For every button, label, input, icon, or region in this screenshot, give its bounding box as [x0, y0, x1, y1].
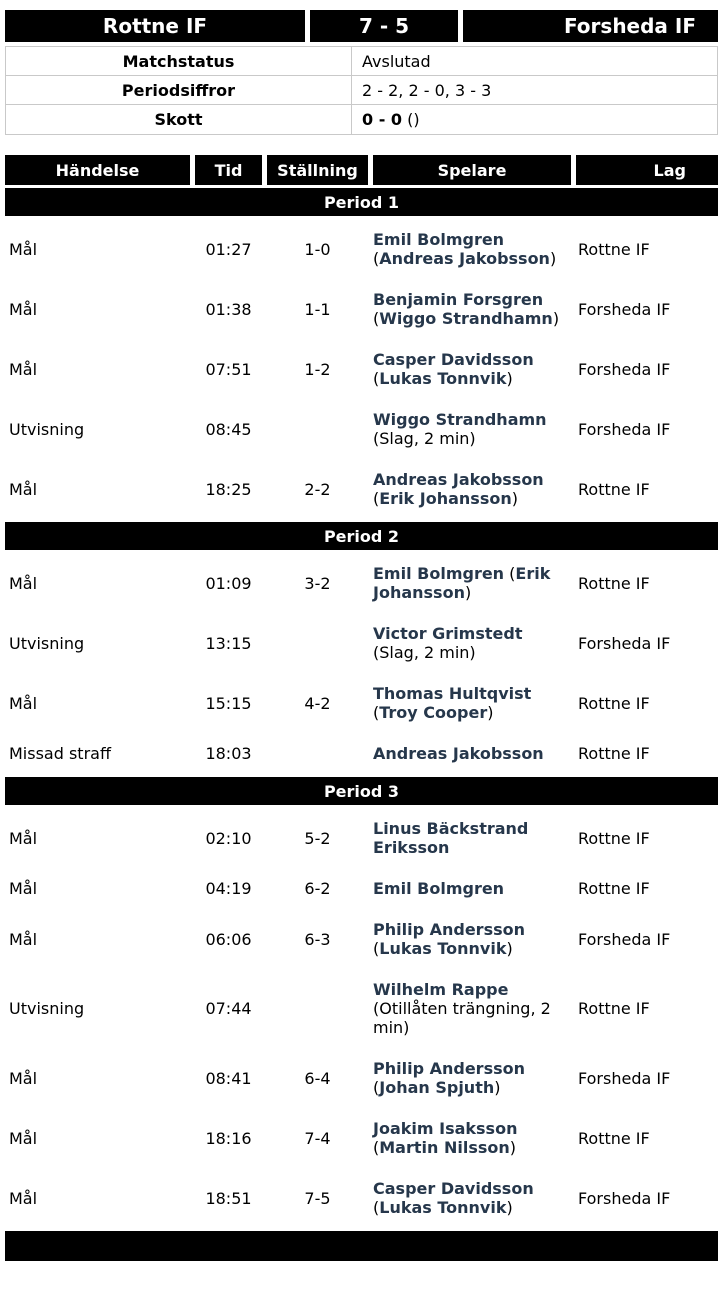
event-row [5, 909, 718, 969]
event-time: 08:41 [205, 1068, 252, 1088]
assist-name: Erik Johansson [373, 564, 551, 602]
assist-name: Wiggo Strandhamn [379, 309, 553, 328]
periodsiffror-row [6, 76, 717, 105]
event-team: Forsheda IF [578, 419, 671, 439]
column-header-spelare: Spelare [373, 155, 571, 185]
player-name: Philip Andersson [373, 920, 525, 939]
player-name: Andreas Jakobsson [373, 744, 544, 763]
event-player [373, 1059, 571, 1097]
event-time: 01:09 [205, 573, 252, 593]
period-header: Period 1 [5, 188, 718, 216]
event-type: Mål [9, 929, 38, 949]
event-time: 18:51 [205, 1188, 252, 1208]
player-detail: (Wiggo Strandhamn) [373, 309, 560, 328]
period-section [5, 188, 718, 519]
player-detail: (Lukas Tonnvik) [373, 369, 513, 388]
period-rows [5, 553, 718, 774]
skott-value-bold: 0 - 0 [362, 110, 403, 129]
period-header: Period 3 [5, 777, 718, 805]
player-detail: (Martin Nilsson) [373, 1138, 516, 1157]
event-row [5, 613, 718, 673]
event-score: 7-4 [304, 1128, 331, 1148]
periodsiffror-label: Periodsiffror [121, 80, 236, 100]
event-player [373, 879, 571, 898]
event-row [5, 459, 718, 519]
match-score: 7 - 5 [310, 10, 458, 42]
event-time: 18:16 [205, 1128, 252, 1148]
event-type: Mål [9, 1188, 38, 1208]
event-type: Mål [9, 828, 38, 848]
player-name: Wiggo Strandhamn [373, 410, 547, 429]
event-time: 06:06 [205, 929, 252, 949]
event-row [5, 279, 718, 339]
event-row [5, 339, 718, 399]
player-name: Joakim Isaksson [373, 1119, 518, 1138]
event-team: Rottne IF [578, 1128, 650, 1148]
player-detail: (Slag, 2 min) [373, 429, 476, 448]
event-score: 7-5 [304, 1188, 331, 1208]
match-info-table [5, 46, 718, 135]
event-team: Rottne IF [578, 828, 650, 848]
event-team: Rottne IF [578, 573, 650, 593]
event-type: Missad straff [9, 744, 111, 763]
event-score: 1-0 [304, 239, 331, 259]
player-name: Benjamin Forsgren [373, 290, 544, 309]
event-time: 02:10 [205, 828, 252, 848]
player-detail: (Troy Cooper) [373, 703, 494, 722]
event-player [373, 744, 571, 763]
event-team: Forsheda IF [578, 929, 671, 949]
away-team-name: Forsheda IF [463, 10, 718, 42]
player-detail: (Andreas Jakobsson) [373, 249, 557, 268]
assist-name: Martin Nilsson [379, 1138, 510, 1157]
event-row [5, 1168, 718, 1228]
player-name: Philip Andersson [373, 1059, 525, 1078]
event-team: Rottne IF [578, 744, 650, 763]
event-team: Forsheda IF [578, 1068, 671, 1088]
event-team: Forsheda IF [578, 359, 671, 379]
home-team-name: Rottne IF [5, 10, 305, 42]
event-time: 13:15 [205, 633, 252, 653]
event-type: Utvisning [9, 419, 85, 439]
event-player [373, 230, 571, 268]
event-type: Mål [9, 1068, 38, 1088]
event-player [373, 980, 571, 1037]
event-team: Rottne IF [578, 693, 650, 713]
period-rows [5, 219, 718, 519]
event-score: 1-2 [304, 359, 331, 379]
matchstatus-value: Avslutad [351, 47, 717, 75]
assist-name: Andreas Jakobsson [379, 249, 550, 268]
event-score: 6-2 [304, 879, 331, 898]
assist-name: Lukas Tonnvik [379, 1198, 507, 1217]
event-score: 3-2 [304, 573, 331, 593]
player-detail: (Slag, 2 min) [373, 643, 476, 662]
player-name: Casper Davidsson [373, 1179, 534, 1198]
matchstatus-label: Matchstatus [122, 51, 235, 71]
period-rows [5, 808, 718, 1228]
event-team: Rottne IF [578, 999, 650, 1018]
event-time: 18:25 [205, 479, 252, 499]
events-header-row [5, 155, 718, 185]
player-detail: (Lukas Tonnvik) [373, 939, 513, 958]
event-score: 4-2 [304, 693, 331, 713]
player-detail: (Lukas Tonnvik) [373, 1198, 513, 1217]
event-time: 18:03 [205, 744, 252, 763]
event-type: Utvisning [9, 999, 85, 1018]
event-score: 6-3 [304, 929, 331, 949]
event-row [5, 868, 718, 909]
event-player [373, 1119, 571, 1157]
assist-name: Erik Johansson [379, 489, 512, 508]
period-header: Period 2 [5, 522, 718, 550]
event-type: Mål [9, 299, 38, 319]
event-time: 04:19 [205, 879, 252, 898]
event-row [5, 399, 718, 459]
player-name: Thomas Hultqvist [373, 684, 532, 703]
event-type: Mål [9, 479, 38, 499]
event-row [5, 553, 718, 613]
event-type: Mål [9, 879, 38, 898]
event-row [5, 673, 718, 733]
event-time: 07:44 [205, 999, 252, 1018]
player-detail: (Johan Spjuth) [373, 1078, 501, 1097]
assist-name: Johan Spjuth [379, 1078, 495, 1097]
event-player [373, 350, 571, 388]
column-header-stallning: Ställning [267, 155, 368, 185]
event-player [373, 564, 571, 602]
skott-row [6, 105, 717, 134]
event-team: Forsheda IF [578, 1188, 671, 1208]
event-player [373, 819, 571, 857]
player-name: Linus Bäckstrand Eriksson [373, 819, 529, 857]
event-row [5, 808, 718, 868]
event-row [5, 1108, 718, 1168]
column-header-handelse: Händelse [5, 155, 190, 185]
player-name: Wilhelm Rappe [373, 980, 509, 999]
column-header-lag: Lag [576, 155, 718, 185]
player-name: Emil Bolmgren [373, 564, 505, 583]
player-name: Victor Grimstedt [373, 624, 523, 643]
assist-name: Lukas Tonnvik [379, 369, 507, 388]
periodsiffror-value: 2 - 2, 2 - 0, 3 - 3 [351, 76, 717, 104]
column-header-tid: Tid [195, 155, 262, 185]
event-row [5, 1048, 718, 1108]
scoreboard [5, 10, 718, 42]
event-team: Rottne IF [578, 479, 650, 499]
event-team: Rottne IF [578, 239, 650, 259]
event-team: Forsheda IF [578, 299, 671, 319]
event-row [5, 969, 718, 1048]
event-time: 08:45 [205, 419, 252, 439]
event-player [373, 290, 571, 328]
event-row [5, 219, 718, 279]
skott-label: Skott [154, 110, 203, 129]
event-team: Rottne IF [578, 879, 650, 898]
events-table [5, 155, 718, 1228]
player-name: Casper Davidsson [373, 350, 534, 369]
matchstatus-row [6, 47, 717, 76]
event-type: Utvisning [9, 633, 85, 653]
event-time: 01:38 [205, 299, 252, 319]
event-player [373, 920, 571, 958]
assist-name: Lukas Tonnvik [379, 939, 507, 958]
event-type: Mål [9, 359, 38, 379]
periods-container [5, 188, 718, 1228]
event-time: 01:27 [205, 239, 252, 259]
event-player [373, 684, 571, 722]
event-score: 6-4 [304, 1068, 331, 1088]
event-type: Mål [9, 239, 38, 259]
player-detail: (Otillåten trängning, 2 min) [373, 999, 551, 1037]
event-team: Forsheda IF [578, 633, 671, 653]
event-row [5, 733, 718, 774]
skott-value-rest: () [402, 110, 420, 129]
event-score: 1-1 [304, 299, 331, 319]
player-name: Andreas Jakobsson [373, 470, 544, 489]
player-name: Emil Bolmgren [373, 230, 505, 249]
event-score: 5-2 [304, 828, 331, 848]
skott-value [351, 105, 717, 134]
player-detail: (Erik Johansson) [373, 489, 518, 508]
assist-name: Troy Cooper [379, 703, 488, 722]
player-name: Emil Bolmgren [373, 879, 505, 898]
event-player [373, 624, 571, 662]
period-section [5, 777, 718, 1228]
event-score: 2-2 [304, 479, 331, 499]
event-time: 15:15 [205, 693, 252, 713]
event-type: Mål [9, 1128, 38, 1148]
event-type: Mål [9, 693, 38, 713]
event-type: Mål [9, 573, 38, 593]
period-section [5, 522, 718, 774]
event-player [373, 410, 571, 448]
player-detail: (Erik Johansson) [373, 564, 551, 602]
event-player [373, 1179, 571, 1217]
event-time: 07:51 [205, 359, 252, 379]
next-section-bar [5, 1231, 718, 1261]
event-player [373, 470, 571, 508]
